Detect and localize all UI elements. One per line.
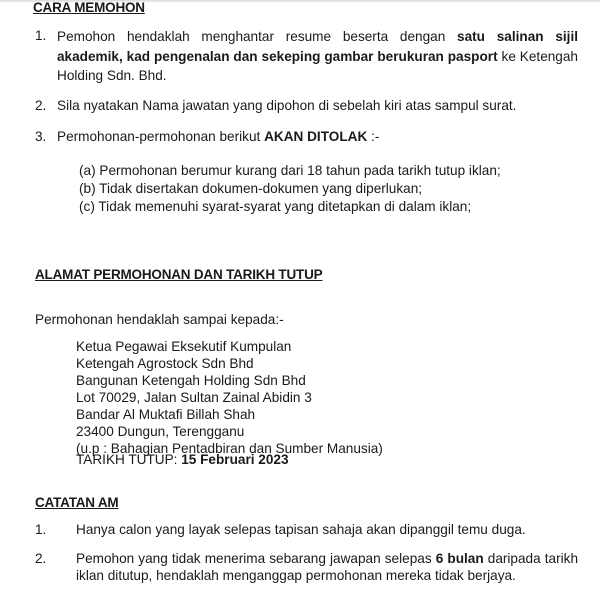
closing-date-value: 15 Februari 2023 (181, 452, 289, 467)
item-text: Pemohon yang tidak menerima sebarang jawapan selepas (76, 551, 436, 566)
item-number: 2. (35, 98, 47, 113)
section-heading-catatan-am: CATATAN AM (35, 495, 119, 510)
address-line: Bangunan Ketengah Holding Sdn Bhd (76, 373, 306, 388)
item-text: ke Ketengah Holding Sdn. Bhd. (57, 48, 578, 83)
item-text: daripada tarikh iklan ditutup, hendaklah menganggap permohonan mereka tidak berjaya. (76, 551, 579, 583)
item-number: 1. (35, 522, 47, 537)
catatan-item-1: Hanya calon yang layak selepas tapisan sahaja akan dipanggil temu duga. (76, 522, 526, 537)
item-text: Permohonan-permohonan berikut (57, 129, 265, 144)
item-text: :- (367, 129, 380, 144)
closing-date-label: TARIKH TUTUP: (76, 452, 182, 467)
closing-date (76, 451, 289, 469)
item-number: 3. (35, 129, 47, 144)
address-line: 23400 Dungun, Terengganu (76, 424, 245, 439)
item-bold-text: AKAN DITOLAK (264, 129, 368, 144)
cara-memohon-item-3 (57, 128, 379, 146)
item-number: 2. (35, 551, 47, 566)
sub-item-a: (a) Permohonan berumur kurang dari 18 tahun pada tarikh tutup iklan; (79, 163, 501, 178)
sub-item-c: (c) Tidak memenuhi syarat-syarat yang ditetapkan di dalam iklan; (79, 199, 472, 214)
cara-memohon-item-2: Sila nyatakan Nama jawatan yang dipohon di sebelah kiri atas sampul surat. (57, 98, 517, 113)
alamat-intro: Permohonan hendaklah sampai kepada:- (35, 312, 284, 327)
item-text: Pemohon hendaklah menghantar resume beserta dengan (57, 29, 458, 44)
sub-item-b: (b) Tidak disertakan dokumen-dokumen yang diperlukan; (79, 181, 423, 196)
cara-memohon-item-1 (57, 27, 578, 86)
address-line: Ketua Pegawai Eksekutif Kumpulan (76, 339, 292, 354)
section-heading-cara-memohon: CARA MEMOHON (33, 0, 145, 15)
section-heading-alamat: ALAMAT PERMOHONAN DAN TARIKH TUTUP (35, 267, 323, 282)
address-line: (u.p : Bahagian Pentadbiran dan Sumber Manusia) (76, 441, 383, 456)
catatan-item-2 (76, 550, 578, 584)
item-bold-text: 6 bulan (435, 551, 484, 566)
item-number: 1. (35, 28, 47, 43)
address-line: Bandar Al Muktafi Billah Shah (76, 407, 256, 422)
address-line: Lot 70029, Jalan Sultan Zainal Abidin 3 (76, 390, 312, 405)
address-line: Ketengah Agrostock Sdn Bhd (76, 356, 254, 371)
item-bold-text: satu salinan sijil akademik, kad pengenalan dan sekeping gambar berukuran pasport (57, 29, 578, 64)
